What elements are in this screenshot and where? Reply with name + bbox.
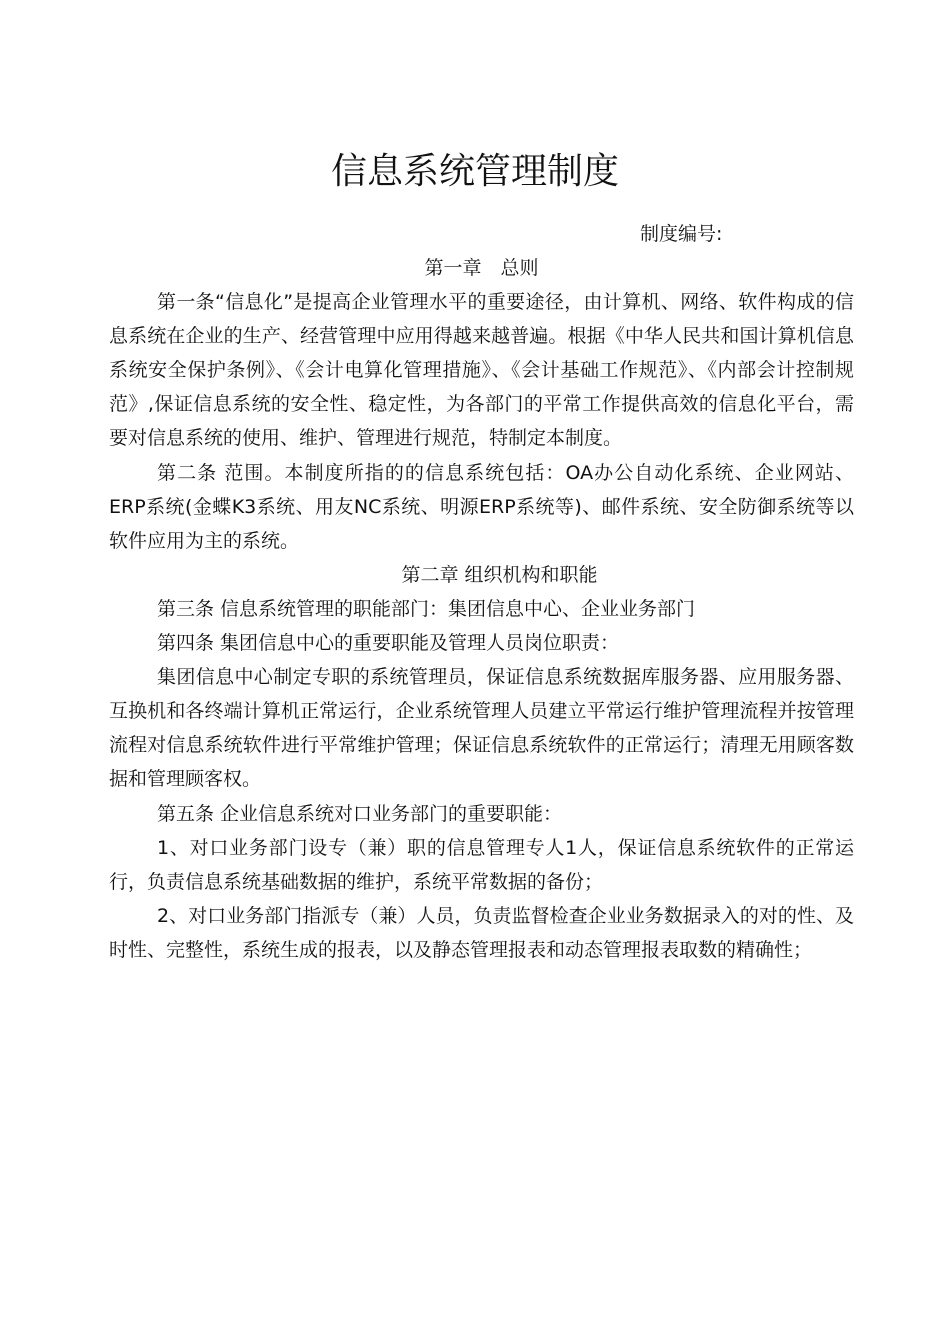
article-5-item-2: 2、对口业务部门指派专（兼）人员，负责监督检查企业业务数据录入的对的性、及时性、完整性，系统生成的报表，以及静态管理报表和动态管理报表取数的精确性； bbox=[109, 904, 854, 961]
document-title: 信息系统管理制度 bbox=[330, 151, 619, 192]
document-body bbox=[109, 251, 854, 967]
article-1: 第一条“信息化”是提高企业管理水平的重要途径，由计算机、网络、软件构成的信息系统在企业的生产、经营管理中应用得越来越普遍。根据《中华人民共和国计算机信息系统安全保护条例》、《会计电算化管理措施》、《会计基础工作规范》、《内部会计控制规范》,保证信息系统的安全性、稳定性，为各部门的平常工作提供高效的信息化平台，需要对信息系统的使用、维护、管理进行规范，特制定本制度。 bbox=[109, 291, 854, 450]
article-3: 第三条 信息系统管理的职能部门：集团信息中心、企业业务部门 bbox=[157, 597, 696, 620]
doc-number-label: 制度编号: bbox=[640, 223, 723, 245]
article-5-item-1: 1、对口业务部门设专（兼）职的信息管理专人1人，保证信息系统软件的正常运行，负责信息系统基础数据的维护，系统平常数据的备份； bbox=[109, 836, 854, 893]
chapter-1-heading: 第一章 总则 bbox=[424, 257, 539, 279]
article-4-body: 集团信息中心制定专职的系统管理员，保证信息系统数据库服务器、应用服务器、互换机和各终端计算机正常运行，企业系统管理人员建立平常运行维护管理流程并按管理流程对信息系统软件进行平常维护管理；保证信息系统软件的正常运行；清理无用顾客数据和管理顾客权。 bbox=[109, 666, 854, 791]
article-5: 第五条 企业信息系统对口业务部门的重要职能： bbox=[157, 802, 563, 825]
article-2: 第二条 范围。本制度所指的的信息系统包括：OA办公自动化系统、企业网站、ERP系统(金蝶K3系统、用友NC系统、明源ERP系统等)、邮件系统、安全防御系统等以软件应用为主的系统。 bbox=[109, 461, 854, 552]
chapter-2-heading: 第二章 组织机构和职能 bbox=[401, 563, 598, 586]
article-4: 第四条 集团信息中心的重要职能及管理人员岗位职责： bbox=[157, 632, 620, 655]
